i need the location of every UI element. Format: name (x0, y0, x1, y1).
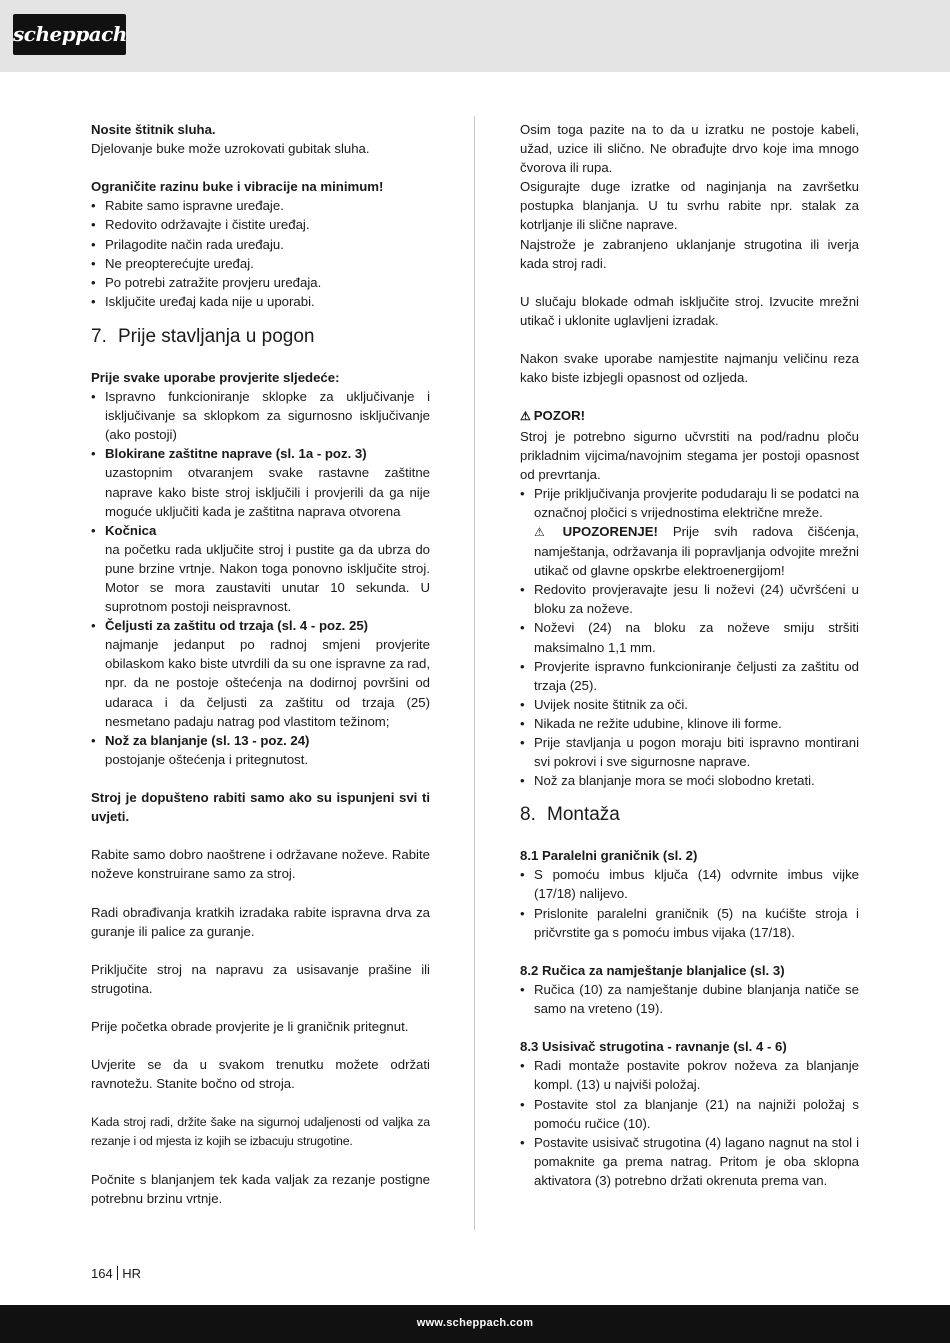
list-item: • Po potrebi zatražite provjeru uređaja. (91, 273, 430, 292)
section-number: 8. (520, 804, 536, 826)
list-item: • Prislonite paralelni graničnik (5) na kućište stroja i pričvrstite ga s pomoću imbus vijaka (17/18). (520, 904, 859, 942)
language-code: HR (122, 1266, 141, 1281)
warning-triangle-icon: ⚠ (534, 524, 545, 539)
pozor-text: Stroj je potrebno sigurno učvrstiti na pod/radnu ploču prikladnim vijcima/navojnim stegama jer postoji opasnost od prevrtanja. (520, 428, 859, 482)
noise-list (91, 196, 430, 311)
pozor-label: POZOR! (533, 408, 586, 424)
footer-url[interactable]: www.scheppach.com (416, 1317, 534, 1329)
list-item: • Prije stavljanja u pogon moraju biti ispravno montirani svi pokrovi i sve sigurnosne naprave. (520, 733, 859, 771)
item-title: Čeljusti za zaštitu od trzaja (sl. 4 - poz. 25) (105, 618, 369, 634)
page-number (91, 1265, 141, 1282)
list-item: • Isključite uređaj kada nije u uporabi. (91, 292, 430, 311)
list-item: • Ručica (10) za namještanje dubine blanjanja natiče se samo na vreteno (19). (520, 980, 859, 1018)
list-item: • Rabite samo ispravne uređaje. (91, 196, 430, 215)
s82-list (520, 980, 859, 1018)
check-title: Prije svake uporabe provjerite sljedeće: (91, 369, 340, 385)
section-7-heading (91, 325, 430, 349)
left-column (91, 120, 430, 1208)
list-item (91, 444, 430, 520)
list-item: • Ispravno funkcioniranje sklopke za uključivanje i isključivanje sa sklopkom za sigurnosno isključivanje (ako postoji) (91, 387, 430, 444)
start-paragraph: Počnite s blanjanjem tek kada valjak za rezanje postigne potrebnu brzinu vrtnje. (91, 1171, 430, 1206)
subsection-8-1-title: 8.1 Paralelni graničnik (sl. 2) (520, 848, 698, 864)
page-footer (0, 1305, 950, 1343)
list-item: • Prilagodite način rada uređaju. (91, 235, 430, 254)
right-column (520, 120, 859, 1190)
balance-paragraph: Uvjerite se da u svakom trenutku možete održati ravnotežu. Stanite bočno od stroja. (91, 1057, 430, 1092)
hearing-text: Djelovanje buke može uzrokovati gubitak sluha. (91, 141, 370, 157)
list-item (91, 521, 430, 616)
upozorenje-block (520, 522, 859, 580)
item-title: Blokirane zaštitne naprave (sl. 1a - poz. 3) (105, 446, 367, 462)
list-item: • Radi montaže postavite pokrov noževa za blanjanje kompl. (13) u najviši položaj. (520, 1056, 859, 1094)
upozorenje-label: UPOZORENJE! (562, 523, 658, 539)
item-title: Nož za blanjanje (sl. 13 - poz. 24) (105, 732, 310, 748)
page-number-value: 164 (91, 1266, 113, 1281)
list-item: • Nož za blanjanje mora se moći slobodno kretati. (520, 771, 859, 790)
list-item (91, 616, 430, 731)
fence-paragraph: Prije početka obrade provjerite je li graničnik pritegnut. (91, 1019, 409, 1035)
list-item: • S pomoću imbus ključa (14) odvrnite imbus vijke (17/18) nalijevo. (520, 865, 859, 903)
list-item: • Ne preopterećujte uređaj. (91, 254, 430, 273)
subsection-8-3-title: 8.3 Usisivač strugotina - ravnanje (sl. 4 - 6) (520, 1039, 787, 1055)
noise-title: Ograničite razinu buke i vibracije na minimum! (91, 179, 384, 195)
hands-paragraph: Kada stroj radi, držite šake na sigurnoj udaljenosti od valjka za rezanje i od mjesta iz kojih se izbacuju strugotine. (91, 1114, 430, 1148)
scheppach-logo (13, 14, 126, 55)
warning-triangle-icon: ⚠ (520, 409, 531, 424)
list-item: • Provjerite ispravno funkcioniranje čeljusti za zaštitu od trzaja (25). (520, 657, 859, 695)
conditions-text: Stroj je dopušteno rabiti samo ako su ispunjeni svi ti uvjeti. (91, 790, 430, 825)
list-item (91, 731, 430, 769)
page-header (0, 0, 950, 72)
section-title: Prije stavljanja u pogon (118, 325, 315, 347)
list-item: • Uvijek nosite štitnik za oči. (520, 695, 859, 714)
hearing-title: Nosite štitnik sluha. (91, 122, 216, 137)
list-item: • Nikada ne režite udubine, klinove ili forme. (520, 714, 859, 733)
dust-paragraph: Priključite stroj na napravu za usisavanje prašine ili strugotina. (91, 961, 430, 996)
item-text: najmanje jedanput po radnoj smjeni provjerite obilaskom kako biste utvrdili da su one ispravne za rad, npr. da ne postoje oštećenja na dodirnoj površini od udaraca i da čeljusti za zaštitu od trzaja (25) nesmetano padaju natrag pod vlastitom težinom; (105, 637, 430, 729)
paragraph: Osim toga pazite na to da u izratku ne postoje kabeli, užad, uzice ili slično. Ne obrađujte drvo koje ima mnogo čvorova ili rupa. (520, 122, 859, 176)
paragraph: Nakon svake uporabe namjestite najmanju veličinu reza kako biste izbjegli opasnost od ozljeda. (520, 351, 859, 386)
upozorenje-text: Prije svih radova čišćenja, namještanja, održavanja ili popravljanja odvojite mrežni utikač od glavne opskrbe elektroenergijom! (534, 523, 859, 579)
section-title: Montaža (547, 804, 620, 826)
column-divider (474, 116, 475, 1230)
safety-list (520, 484, 859, 791)
list-item: • Prije priključivanja provjerite podudaraju li se podatci na označnoj pločici s vrijednostima električne mreže. (520, 484, 859, 522)
list-item: • Noževi (24) na bloku za noževe smiju stršiti maksimalno 1,1 mm. (520, 618, 859, 656)
page-number-separator (117, 1266, 119, 1280)
check-list (91, 387, 430, 769)
section-8-heading (520, 803, 859, 827)
s81-list (520, 865, 859, 941)
list-item: • Redovito održavajte i čistite uređaj. (91, 215, 430, 234)
paragraph: Najstrože je zabranjeno uklanjanje strugotina ili iverja kada stroj radi. (520, 236, 859, 271)
section-number: 7. (91, 325, 107, 347)
item-text: na početku rada uključite stroj i pustite ga da ubrza do pune brzine vrtnje. Nakon toga ponovno isključite stroj. Motor se mora zaustaviti unutar 10 sekunda. U suprotnom postoji neispravnost. (105, 541, 430, 615)
item-title: Kočnica (105, 522, 157, 538)
item-text: postojanje oštećenja i pritegnutost. (105, 751, 309, 767)
s83-list (520, 1056, 859, 1190)
list-item: • Postavite stol za blanjanje (21) na najniži položaj s pomoću ručice (10). (520, 1095, 859, 1133)
knives-paragraph: Rabite samo dobro naoštrene i održavane noževe. Rabite noževe konstruirane samo za stroj. (91, 847, 430, 882)
short-workpieces-paragraph: Radi obrađivanja kratkih izradaka rabite ispravna drva za guranje ili palice za guranje. (91, 904, 430, 939)
list-item: • Postavite usisivač strugotina (4) lagano nagnut na stol i pomaknite ga prema natrag. Pritom je oba sklopna aktivatora (3) potrebno držati okrenuta prema van. (520, 1133, 859, 1190)
pozor-heading (520, 406, 859, 426)
logo-text: scheppach (13, 22, 127, 46)
subsection-8-2-title: 8.2 Ručica za namještanje blanjalice (sl. 3) (520, 962, 785, 978)
item-text: uzastopnim otvaranjem svake rastavne zaštitne naprave kako biste stroj isključili i provjerili da ga nije moguće uključiti kada je zaštitna naprava otvorena (105, 465, 430, 519)
paragraph: U slučaju blokade odmah isključite stroj. Izvucite mrežni utikač i uklonite uglavljeni izradak. (520, 293, 859, 328)
list-item: • Redovito provjeravajte jesu li noževi (24) učvršćeni u bloku za noževe. (520, 580, 859, 618)
paragraph: Osigurajte duge izratke od naginjanja na završetku postupka blanjanja. U tu svrhu rabite npr. stalak za kotrljanje ili slične naprave. (520, 179, 859, 233)
